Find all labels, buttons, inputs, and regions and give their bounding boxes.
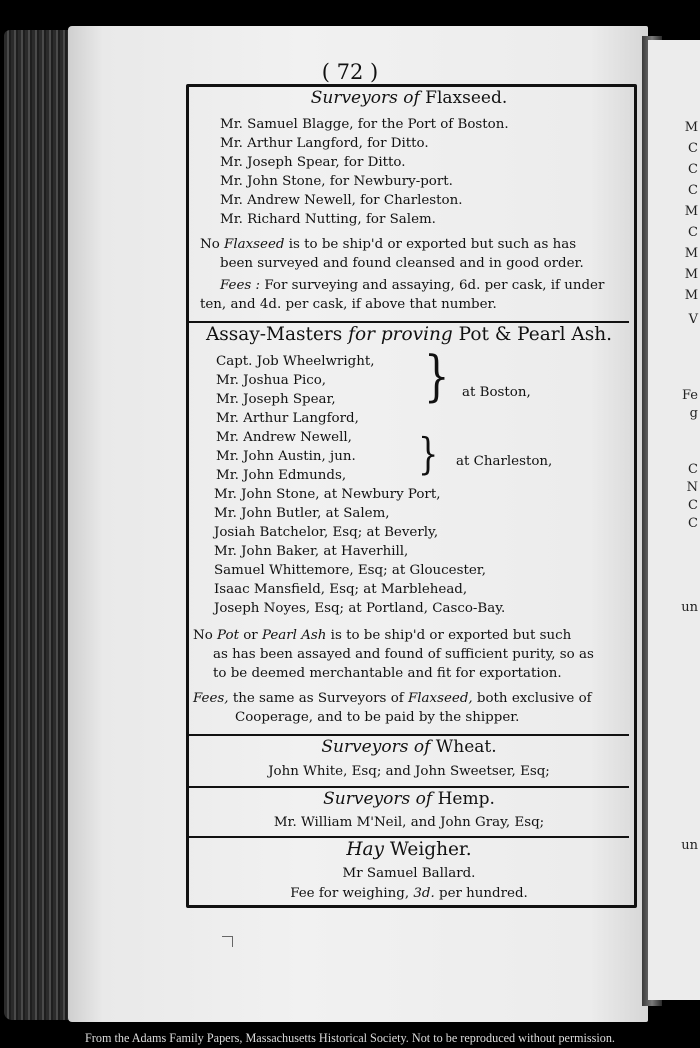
facing-fragment: C [688,225,698,240]
list-item: Mr. John Butler, at Salem, [214,506,390,521]
boston-place: at Boston, [462,385,531,400]
list-item: Isaac Mansfield, Esq; at Marblehead, [214,582,468,597]
page-number: ( 72 ) [321,60,379,84]
assay-rule: No Pot or Pearl Ash is to be ship'd or exported but such as has been assayed and found of sufficient purity, so as to be deemed merchantable and fit for exportation. [193,628,594,681]
brace: } [418,427,439,480]
list-item: Mr. Samuel Blagge, for the Port of Boston. [220,117,509,132]
facing-fragment: M [684,288,698,303]
hemp-surveyors: Mr. William M'Neil, and John Gray, Esq; [273,815,545,830]
list-item: Mr. John Stone, at Newbury Port, [214,487,441,502]
list-item: Mr. John Edmunds, [216,468,347,483]
list-item: Mr. Andrew Newell, for Charleston. [220,193,463,208]
list-item: Mr. John Baker, at Haverhill, [214,544,409,559]
facing-fragment: V [688,312,698,327]
assay-fees: Fees, the same as Surveyors of Flaxseed, both exclusive of Cooperage, and to be paid by the shipper. [193,691,592,725]
list-item: Mr. John Austin, jun. [216,449,356,464]
hay-weigher-name: Mr Samuel Ballard. [342,866,476,881]
pencil-mark [222,936,233,947]
hemp-heading: Surveyors of Hemp. [323,789,495,809]
list-item: Mr. Joshua Pico, [216,373,327,388]
section-divider [188,836,629,838]
flaxseed-rule: No Flaxseed is to be ship'd or exported but such as has been surveyed and found cleansed and in good order. [200,237,584,271]
list-item: Mr. Richard Nutting, for Salem. [220,212,436,227]
flaxseed-surveyor-list [220,115,658,229]
facing-fragment: N [686,480,698,495]
facing-fragment: C [688,183,698,198]
assay-heading: Assay-Masters for proving Pot & Pearl Ash. [205,324,613,345]
list-item: Mr. Arthur Langford, [216,411,359,426]
section-divider [188,734,629,736]
list-item: Mr. Arthur Langford, for Ditto. [220,136,429,151]
section-divider [188,321,629,323]
list-item: Mr. Andrew Newell, [216,430,352,445]
facing-fragment: C [688,462,698,477]
facing-fragment: C [688,516,698,531]
charleston-place: at Charleston, [456,454,553,469]
section-divider [188,786,629,788]
facing-fragment: M [684,120,698,135]
facing-fragment: un [681,838,698,853]
facing-fragment: C [688,162,698,177]
facing-fragment: C [688,498,698,513]
boston-assayers [216,352,436,428]
flaxseed-heading: Surveyors of Flaxseed. [310,88,508,108]
facing-fragment: M [684,246,698,261]
list-item: Mr. Joseph Spear, [216,392,336,407]
hay-fee: Fee for weighing, 3d. per hundred. [290,886,528,901]
wheat-heading: Surveyors of Wheat. [321,737,497,757]
list-item: Joseph Noyes, Esq; at Portland, Casco-Bay. [214,601,506,616]
brace: } [424,345,450,409]
facing-fragment: C [688,141,698,156]
list-item: Samuel Whittemore, Esq; at Gloucester, [214,563,486,578]
charleston-assayers [216,427,439,485]
list-item: Mr. Joseph Spear, for Ditto. [220,155,406,170]
facing-fragment: Fe [681,388,698,403]
facing-fragment: un [681,600,698,615]
flaxseed-fees: Fees : For surveying and assaying, 6d. per cask, if under ten, and 4d. per cask, if above that number. [200,278,605,312]
facing-fragment: g [689,406,698,421]
list-item: Mr. John Stone, for Newbury-port. [220,174,453,189]
copyright-caption: From the Adams Family Papers, Massachusetts Historical Society. Not to be reproduced without permission. [85,1031,615,1045]
hay-heading: Hay Weigher. [346,839,472,860]
list-item: Josiah Batchelor, Esq; at Beverly, [214,525,439,540]
facing-fragment: M [684,267,698,282]
book-edge [4,30,78,1020]
wheat-surveyors: John White, Esq; and John Sweetser, Esq; [268,764,550,779]
list-item: Capt. Job Wheelwright, [216,354,375,369]
other-assayers [214,485,652,618]
facing-fragment: M [684,204,698,219]
